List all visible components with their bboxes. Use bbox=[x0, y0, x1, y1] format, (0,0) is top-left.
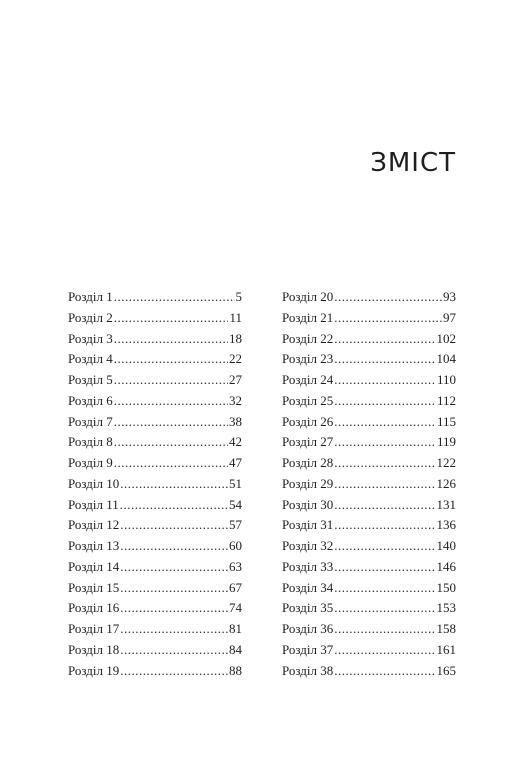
toc-dot-leader bbox=[120, 495, 228, 516]
toc-entry-page-number: 67 bbox=[229, 579, 242, 595]
toc-entry-page-number: 131 bbox=[436, 496, 456, 512]
toc-entry-page-number: 119 bbox=[436, 434, 456, 450]
toc-entry bbox=[282, 349, 456, 370]
toc-entry bbox=[68, 557, 242, 578]
toc-entry-title: Розділ 2 bbox=[68, 309, 113, 325]
toc-entry-title: Розділ 35 bbox=[282, 600, 334, 616]
toc-dot-leader bbox=[334, 515, 435, 536]
page-title: ЗМІСТ bbox=[370, 148, 456, 178]
toc-entry-title: Розділ 8 bbox=[68, 434, 113, 450]
toc-entry-title: Розділ 11 bbox=[68, 496, 119, 512]
toc-dot-leader bbox=[114, 453, 228, 474]
toc-dot-leader bbox=[334, 287, 442, 308]
toc-dot-leader bbox=[114, 432, 228, 453]
toc-dot-leader bbox=[120, 474, 228, 495]
toc-entry-page-number: 97 bbox=[443, 309, 456, 325]
toc-entry-page-number: 81 bbox=[229, 621, 242, 636]
toc-entry bbox=[68, 349, 242, 370]
toc-entry-title: Розділ 29 bbox=[282, 475, 334, 491]
toc-dot-leader bbox=[334, 557, 435, 578]
toc-entry-page-number: 32 bbox=[229, 392, 242, 408]
toc-entry bbox=[68, 412, 242, 433]
toc-dot-leader bbox=[120, 536, 228, 557]
toc-entry-title: Розділ 22 bbox=[282, 330, 334, 346]
toc-entry-page-number: 47 bbox=[229, 455, 242, 470]
toc-entry-title: Розділ 38 bbox=[282, 662, 334, 678]
toc-entry-title: Розділ 3 bbox=[68, 330, 113, 346]
toc-entry bbox=[68, 308, 242, 329]
toc-dot-leader bbox=[114, 287, 235, 308]
toc-dot-leader bbox=[120, 515, 228, 536]
toc-entry-page-number: 38 bbox=[229, 413, 242, 429]
toc-right-column bbox=[282, 287, 456, 681]
toc-entry-title: Розділ 16 bbox=[68, 600, 120, 616]
toc-dot-leader bbox=[120, 598, 228, 619]
toc-dot-leader bbox=[114, 370, 228, 391]
toc-entry-title: Розділ 34 bbox=[282, 579, 334, 595]
toc-entry-title: Розділ 27 bbox=[282, 434, 334, 450]
toc-entry bbox=[282, 308, 456, 329]
toc-entry-title: Розділ 5 bbox=[68, 372, 113, 387]
toc-entry bbox=[68, 619, 242, 640]
toc-dot-leader bbox=[114, 308, 229, 329]
toc-entry-page-number: 146 bbox=[436, 558, 456, 574]
toc-dot-leader bbox=[334, 329, 435, 350]
toc-entry-page-number: 136 bbox=[436, 517, 456, 533]
toc-dot-leader bbox=[120, 578, 228, 599]
toc-entry-page-number: 104 bbox=[436, 351, 456, 367]
toc-dot-leader bbox=[114, 391, 228, 412]
toc-entry-title: Розділ 15 bbox=[68, 579, 120, 595]
toc-entry-page-number: 165 bbox=[436, 662, 456, 678]
toc-dot-leader bbox=[334, 578, 435, 599]
toc-entry-title: Розділ 26 bbox=[282, 413, 334, 429]
toc-entry-page-number: 63 bbox=[229, 558, 242, 574]
toc-dot-leader bbox=[114, 349, 228, 370]
toc-left-column bbox=[68, 287, 242, 681]
toc-entry bbox=[68, 495, 242, 516]
toc-entry-title: Розділ 37 bbox=[282, 641, 334, 657]
toc-entry-page-number: 18 bbox=[229, 330, 242, 346]
toc-entry-page-number: 93 bbox=[443, 289, 456, 304]
toc-dot-leader bbox=[120, 640, 228, 661]
toc-entry bbox=[282, 412, 456, 433]
toc-entry bbox=[282, 329, 456, 350]
toc-dot-leader bbox=[334, 432, 436, 453]
toc-entry-title: Розділ 1 bbox=[68, 289, 113, 304]
toc-entry-title: Розділ 30 bbox=[282, 496, 334, 512]
toc-dot-leader bbox=[334, 474, 435, 495]
toc-entry-title: Розділ 33 bbox=[282, 558, 334, 574]
toc-entry-page-number: 60 bbox=[229, 538, 242, 553]
toc-entry-title: Розділ 10 bbox=[68, 475, 120, 491]
toc-entry-title: Розділ 23 bbox=[282, 351, 334, 367]
toc-entry-page-number: 140 bbox=[436, 538, 456, 553]
toc-entry-page-number: 115 bbox=[436, 413, 456, 429]
toc-entry bbox=[68, 598, 242, 619]
toc-entry-title: Розділ 17 bbox=[68, 621, 120, 636]
toc-entry bbox=[68, 515, 242, 536]
toc-entry-title: Розділ 32 bbox=[282, 538, 334, 553]
toc-dot-leader bbox=[334, 391, 436, 412]
toc-dot-leader bbox=[334, 619, 435, 640]
toc-entry bbox=[282, 661, 456, 682]
toc-entry-title: Розділ 13 bbox=[68, 538, 120, 553]
toc-entry bbox=[282, 536, 456, 557]
toc-entry-page-number: 11 bbox=[229, 309, 242, 325]
toc-entry-page-number: 74 bbox=[229, 600, 242, 616]
toc-dot-leader bbox=[334, 308, 442, 329]
toc-entry bbox=[68, 474, 242, 495]
toc-entry-page-number: 158 bbox=[436, 621, 456, 636]
toc-entry-title: Розділ 19 bbox=[68, 662, 120, 678]
toc-entry-page-number: 42 bbox=[229, 434, 242, 450]
toc-entry-title: Розділ 31 bbox=[282, 517, 334, 533]
toc-entry bbox=[68, 661, 242, 682]
toc-entry-page-number: 22 bbox=[229, 351, 242, 367]
toc-dot-leader bbox=[334, 370, 436, 391]
toc-entry bbox=[68, 287, 242, 308]
toc-entry-page-number: 88 bbox=[229, 662, 242, 678]
toc-dot-leader bbox=[114, 329, 228, 350]
toc-entry bbox=[68, 432, 242, 453]
toc-entry-title: Розділ 14 bbox=[68, 558, 120, 574]
toc-dot-leader bbox=[334, 640, 435, 661]
toc-entry-page-number: 126 bbox=[436, 475, 456, 491]
toc-entry bbox=[282, 287, 456, 308]
toc-entry-page-number: 161 bbox=[436, 641, 456, 657]
toc-entry-title: Розділ 36 bbox=[282, 621, 334, 636]
toc-entry bbox=[282, 495, 456, 516]
toc-entry bbox=[282, 640, 456, 661]
toc-dot-leader bbox=[120, 619, 228, 640]
toc-entry bbox=[68, 578, 242, 599]
toc-entry-title: Розділ 7 bbox=[68, 413, 113, 429]
toc-entry-page-number: 150 bbox=[436, 579, 456, 595]
toc-entry-title: Розділ 6 bbox=[68, 392, 113, 408]
table-of-contents bbox=[68, 287, 456, 681]
toc-entry bbox=[282, 453, 456, 474]
toc-entry-page-number: 153 bbox=[436, 600, 456, 616]
toc-entry-page-number: 84 bbox=[229, 641, 242, 657]
toc-entry-title: Розділ 4 bbox=[68, 351, 113, 367]
toc-entry-page-number: 122 bbox=[436, 455, 456, 470]
toc-entry bbox=[282, 515, 456, 536]
toc-entry-title: Розділ 12 bbox=[68, 517, 120, 533]
toc-entry bbox=[282, 619, 456, 640]
toc-dot-leader bbox=[334, 453, 435, 474]
toc-dot-leader bbox=[114, 412, 228, 433]
toc-dot-leader bbox=[334, 661, 435, 682]
toc-entry bbox=[68, 329, 242, 350]
toc-entry-page-number: 110 bbox=[436, 372, 456, 387]
toc-dot-leader bbox=[120, 661, 228, 682]
toc-entry bbox=[68, 640, 242, 661]
toc-entry-title: Розділ 18 bbox=[68, 641, 120, 657]
toc-entry bbox=[282, 432, 456, 453]
toc-entry-page-number: 51 bbox=[229, 475, 242, 491]
toc-dot-leader bbox=[334, 412, 436, 433]
toc-dot-leader bbox=[120, 557, 228, 578]
toc-entry-title: Розділ 21 bbox=[282, 309, 334, 325]
toc-entry bbox=[282, 391, 456, 412]
toc-entry-title: Розділ 28 bbox=[282, 455, 334, 470]
toc-dot-leader bbox=[334, 536, 435, 557]
toc-entry bbox=[68, 536, 242, 557]
toc-entry-page-number: 102 bbox=[436, 330, 456, 346]
toc-entry-page-number: 5 bbox=[235, 289, 242, 304]
toc-entry-title: Розділ 9 bbox=[68, 455, 113, 470]
toc-entry bbox=[282, 474, 456, 495]
toc-entry-title: Розділ 20 bbox=[282, 289, 334, 304]
toc-entry bbox=[68, 391, 242, 412]
toc-entry bbox=[282, 557, 456, 578]
toc-dot-leader bbox=[334, 598, 435, 619]
toc-entry-page-number: 27 bbox=[229, 372, 242, 387]
toc-dot-leader bbox=[334, 349, 435, 370]
toc-entry bbox=[282, 598, 456, 619]
toc-entry-page-number: 112 bbox=[436, 392, 456, 408]
toc-entry-page-number: 57 bbox=[229, 517, 242, 533]
toc-entry-page-number: 54 bbox=[229, 496, 242, 512]
toc-entry bbox=[68, 453, 242, 474]
toc-entry bbox=[68, 370, 242, 391]
toc-entry bbox=[282, 578, 456, 599]
toc-dot-leader bbox=[334, 495, 435, 516]
toc-entry-title: Розділ 25 bbox=[282, 392, 334, 408]
toc-entry bbox=[282, 370, 456, 391]
toc-entry-title: Розділ 24 bbox=[282, 372, 334, 387]
